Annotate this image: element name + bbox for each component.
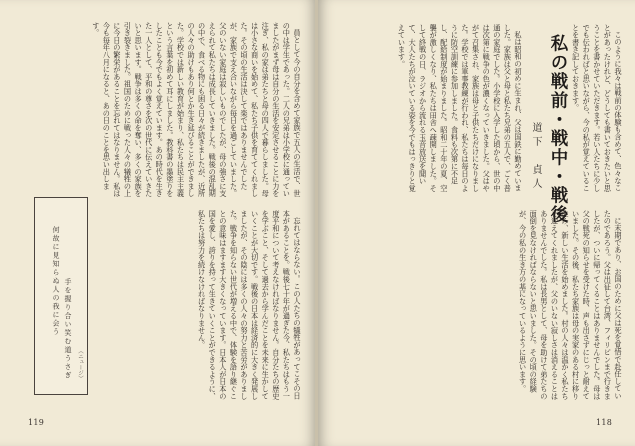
left-body-upper — [20, 22, 302, 198]
left-page — [0, 0, 316, 446]
left-body-lower — [112, 210, 302, 406]
right-body-paragraph: 私は昭和の初めに生まれ、父は国鉄に勤めていました。家族は父と母と私たち兄弟の五人で、ごく普通の家庭でした。小学校に入学した頃から、世の中は次第に戦争の色が濃くなっていきました。父はやがて召集され、家族は母と子供たちだけになりました。学校では軍事教練が行われ、私たちは毎日のように防空訓練に参加しました。食料も次第に不足し、配給制度が始まりました。昭和二十年の夏、空襲が激しくなり、私たちは田舎へ疎開しました。そして終戦の日、ラジオから流れる玉音放送を聞いて、大人たちが泣いている姿を今でもはっきりと覚えています。 — [397, 24, 523, 192]
poem-box — [34, 197, 88, 395]
poem-credit: （ニュージ） — [77, 348, 83, 381]
poem-line-2: 手を握り合い笑む道うさぎ — [64, 278, 72, 380]
page-number-right: 118 — [596, 418, 613, 427]
right-intro — [571, 24, 623, 192]
right-page — [318, 0, 635, 446]
right-body-lower-paragraph: に末期であり、お国のために父は死を覚悟で赴任していたのであろう。父は出征して台湾、フィリピンまで行きましたが、ついに帰ってくることはありませんでした。母は父の戦死の知らせを受けた時、声も出さずにじっと耐えていました。その後、私たち家族は母の実家のある村に移り住み、新しい生活を始めました。村の人々は温かく私たちを迎えてくれましたが、父のいない寂しさは消えることはありませんでした。私は長男として、母を助けて弟たちの面倒を見なければならないと思いました。その頃の経験が、今の私の生き方の基になっているように思います。 — [518, 210, 623, 400]
poem-line-1: 何故に見知らぬ人の我に会う — [52, 226, 60, 337]
intro-paragraph: このように我々は戦前の体験も含めて、色々なことがあったけれど、どうしても書いておきたいと思うことを書かせていただきます。若い人たちに少しでも伝わればと思いながら、今の私が覚えていることを書き記しておきます。 — [571, 24, 623, 192]
right-body-lower — [336, 210, 623, 406]
page-number-left: 119 — [28, 418, 45, 427]
page-title: 私の戦前・戦中・戦後 — [548, 34, 568, 224]
author-name: 道下 貞人 — [530, 122, 541, 192]
right-body-upper — [338, 24, 523, 194]
left-body-paragraph: 員として今の自分を含めて家族で五人の生活で、世の中は学生であった。二人の兄弟は小学校に通っていましたがまず母は自分の生活を安定させることに力を注ぎ、私の家は弟たちと母の四人で暮らしました。母は小さな商いを始めて、私たち子供を育ててくれました。その頃の生活は決して楽ではありませんでしたが、家族で支え合いながら毎日を過ごしていました。父のいない家庭は寂しいものでしたが、母の強さに支えられて私たちは成長していきました。戦後の混乱期の中で、食べる物にも困る日々が続きましたが、近所の人々の助けもあり何とか生き延びることができました。学校では新しい教育が始まり、私たちは民主主義という言葉を初めて耳にしました。教科書の墨塗りをしたことも今でもよく覚えています。あの時代を生きた一人として、平和の尊さを次の世代に伝えていきたいと思います。戦争は多くの命を奪い、多くの家族を引き裂きました。祖国のために戦った人々の犠牲の上に今日の繁栄があることを忘れてはなりません。私は今も毎年八月になると、あの日のことを思い出します。 — [91, 22, 302, 198]
left-body-lower-paragraph: 忘れてはならない。この人たちの犠牲があってこその日本があることを。戦後七十年が過ぎた今、私たちはもう一度平和について考えなければなりません。自分たちの歴史を学ぶこと、そして過去から学んだことを未来に生かしていくことが大切です。戦後の日本は経済的に大きく発展しましたが、その陰には多くの人々の努力と苦労がありました。戦争を知らない世代が増える中で、体験を語り継ぐことの意味はますます大きくなっています。日本人が日本の国を愛し、誇りを持って生きていくことができるように、私たちは努力を続けなければなりません。 — [197, 210, 302, 400]
